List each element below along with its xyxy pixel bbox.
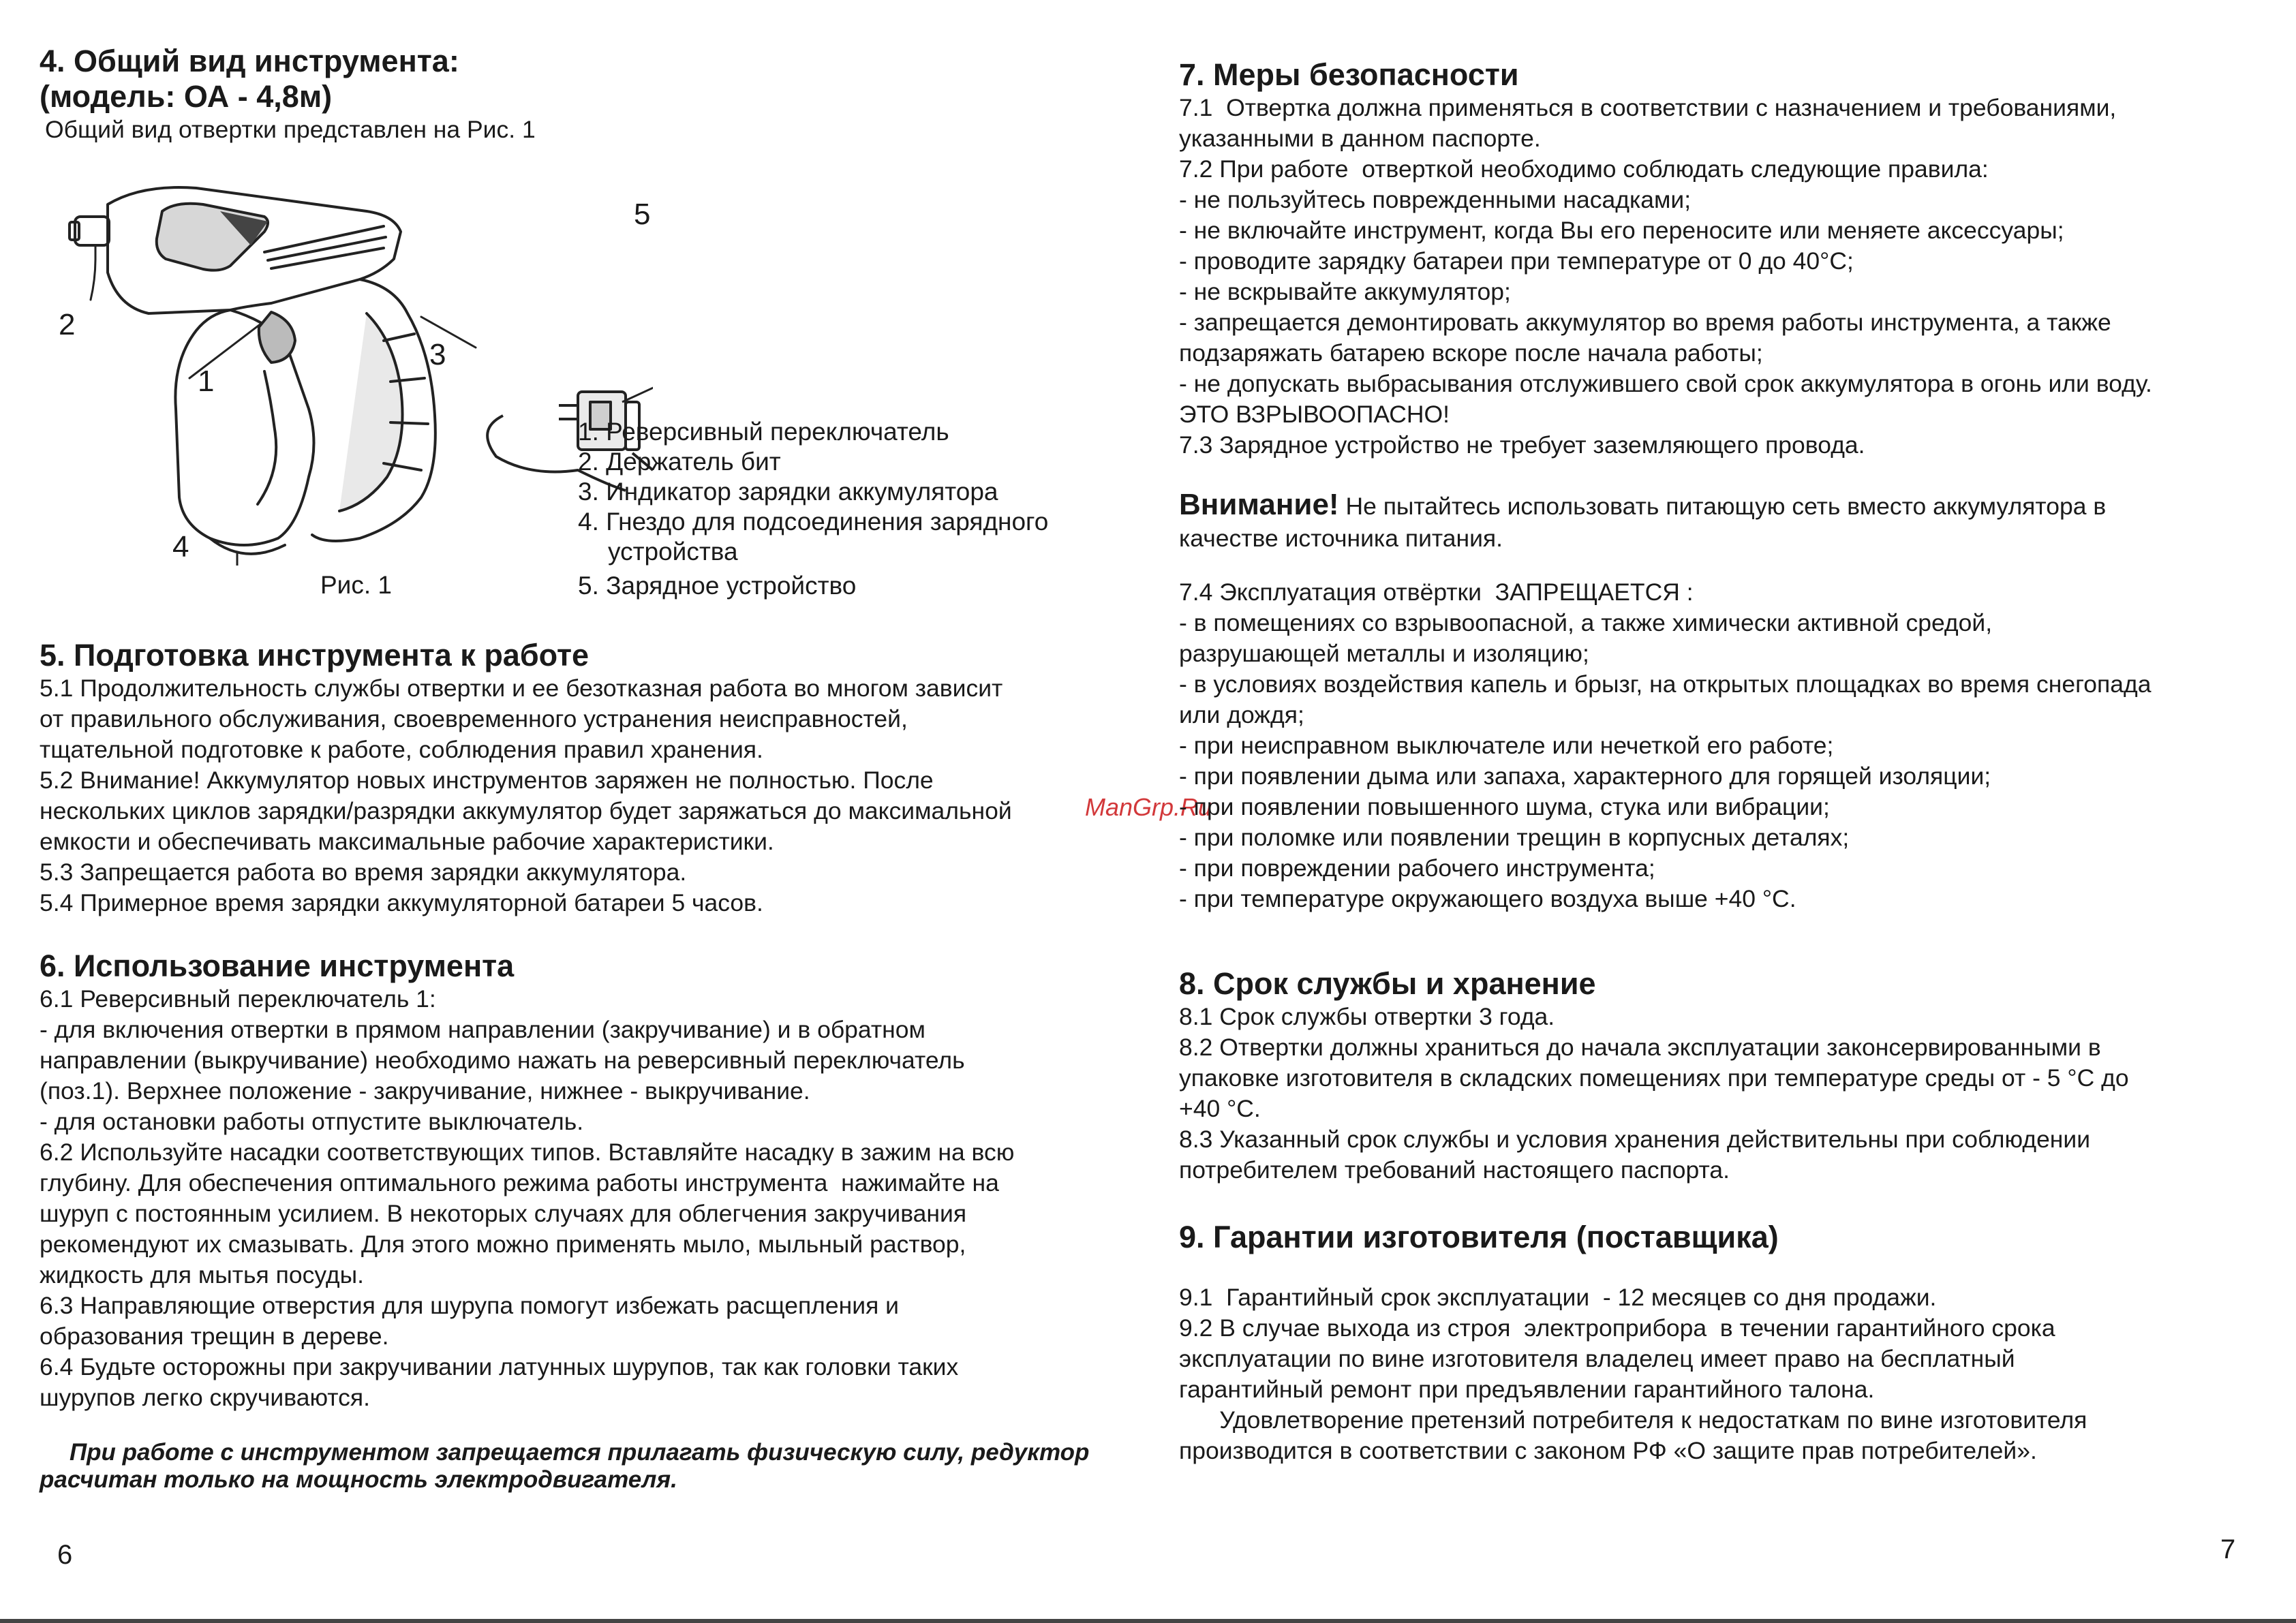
text-line: гарантийный ремонт при предъявлении гарантийного талона. <box>1179 1376 1875 1403</box>
text-line: - не включайте инструмент, когда Вы его переносите или меняете аксессуары; <box>1179 217 2064 244</box>
legend-item: 1. Реверсивный переключатель <box>578 418 949 446</box>
text-line: 6.3 Направляющие отверстия для шурупа помогут избежать расщепления и <box>40 1292 899 1319</box>
tool-head-drawing <box>108 187 401 313</box>
text-line: 6.2 Используйте насадки соответствующих типов. Вставляйте насадку в зажим на всю <box>40 1139 1015 1166</box>
text-line: 8.3 Указанный срок службы и условия хранения действительны при соблюдении <box>1179 1126 2091 1153</box>
text-line: - при температуре окружающего воздуха выше +40 °С. <box>1179 885 1796 912</box>
text-line: - для остановки работы отпустите выключатель. <box>40 1108 584 1135</box>
section-8-title: 8. Срок службы и хранение <box>1179 966 1596 1001</box>
text-line: шуруп с постоянным усилием. В некоторых случаях для облегчения закручивания <box>40 1200 967 1227</box>
legend-item: 3. Индикатор зарядки аккумулятора <box>578 478 998 506</box>
text-line: - в условиях воздействия капель и брызг, на открытых площадках во время снегопада <box>1179 670 2152 698</box>
text-line: 5.3 Запрещается работа во время зарядки аккумулятора. <box>40 859 687 886</box>
text-line: емкости и обеспечивать максимальные рабочие характеристики. <box>40 828 774 855</box>
text-line: - при появлении дыма или запаха, характерного для горящей изоляции; <box>1179 762 1991 790</box>
text-line: 9.1 Гарантийный срок эксплуатации - 12 месяцев со дня продажи. <box>1179 1284 1937 1311</box>
watermark: ManGrp.Ru <box>1085 793 1212 821</box>
section-4-subtitle: Общий вид отвертки представлен на Рис. 1 <box>45 116 536 143</box>
text-line: указанными в данном паспорте. <box>1179 125 1541 152</box>
text-line: (поз.1). Верхнее положение - закручивание, нижнее - выкручивание. <box>40 1077 810 1104</box>
text-line: - в помещениях со взрывоопасной, а также химически активной средой, <box>1179 609 1993 636</box>
text-line: производится в соответствии с законом РФ «О защите прав потребителей». <box>1179 1437 2037 1464</box>
text-line: 9.2 В случае выхода из строя электроприбора в течении гарантийного срока <box>1179 1314 2055 1342</box>
text-line: Удовлетворение претензий потребителя к недостаткам по вине изготовителя <box>1179 1406 2087 1434</box>
section-5-title: 5. Подготовка инструмента к работе <box>40 638 590 673</box>
text-line: - не пользуйтесь поврежденными насадками; <box>1179 186 1692 213</box>
text-line: 7.2 При работе отверткой необходимо соблюдать следующие правила: <box>1179 155 1989 183</box>
text-line: - не допускать выбрасывания отслужившего свой срок аккумулятора в огонь или воду. <box>1179 370 2152 397</box>
text-line: - при повреждении рабочего инструмента; <box>1179 854 1655 882</box>
text-line: упаковке изготовителя в складских помещениях при температуре среды от - 5 °С до <box>1179 1064 2129 1092</box>
text-line: 5.1 Продолжительность службы отвертки и ее безотказная работа во многом зависит <box>40 675 1003 702</box>
text-line: или дождя; <box>1179 701 1304 728</box>
text-line: - запрещается демонтировать аккумулятор во время работы инструмента, а также <box>1179 309 2111 336</box>
text-line: 7.4 Эксплуатация отвёртки ЗАПРЕЩАЕТСЯ : <box>1179 578 1694 606</box>
attention-paragraph <box>1179 488 2246 523</box>
text-line: +40 °С. <box>1179 1095 1261 1122</box>
text-line: разрушающей металлы и изоляцию; <box>1179 640 1589 667</box>
section-4 <box>40 44 1124 145</box>
text-line: шурупов легко скручиваются. <box>40 1384 371 1411</box>
text-line: ЭТО ВЗРЫВООПАСНО! <box>1179 401 1450 428</box>
section-7-title: 7. Меры безопасности <box>1179 57 1519 92</box>
figure-legend <box>578 417 1048 601</box>
page-number-right: 7 <box>2220 1534 2236 1564</box>
text-line: - для включения отвертки в прямом направлении (закручивание) и в обратном <box>40 1016 925 1043</box>
text-line: потребителем требований настоящего паспорта. <box>1179 1156 1730 1184</box>
text-line: 7.3 Зарядное устройство не требует заземляющего провода. <box>1179 431 1865 459</box>
text-line: 6.4 Будьте осторожны при закручивании латунных шурупов, так как головки таких <box>40 1353 959 1380</box>
attention-text: Не пытайтесь использовать питающую сеть вместо аккумулятора в <box>1338 493 2107 520</box>
legend-item: 4. Гнездо для подсоединения зарядного <box>578 508 1049 536</box>
text-line: тщательной подготовке к работе, соблюдения правил хранения. <box>40 736 763 763</box>
page-number-left: 6 <box>57 1540 73 1570</box>
text-line: - при появлении повышенного шума, стука или вибрации; <box>1179 793 1830 820</box>
text-line: рекомендуют их смазывать. Для этого можно применять мыло, мыльный раствор, <box>40 1231 966 1258</box>
legend-item: 2. Держатель бит <box>578 448 781 476</box>
text-line: - проводите зарядку батареи при температуре от 0 до 40°С; <box>1179 247 1854 275</box>
section-4-title-line1: 4. Общий вид инструмента: <box>40 44 459 78</box>
screwdriver-figure <box>40 184 653 566</box>
figure-caption: Рис. 1 <box>320 571 392 599</box>
text-line: эксплуатации по вине изготовителя владелец имеет право на бесплатный <box>1179 1345 2015 1372</box>
text-line: 5.2 Внимание! Аккумулятор новых инструментов заряжен не полностью. После <box>40 767 934 794</box>
section-4-title-line2: (модель: ОА - 4,8м) <box>40 79 333 114</box>
callout-5: 5 <box>634 198 651 231</box>
text-line: - при поломке или появлении трещин в корпусных деталях; <box>1179 824 1850 851</box>
text-line: 5.4 Примерное время зарядки аккумуляторной батареи 5 часов. <box>40 889 763 916</box>
text-line: глубину. Для обеспечения оптимального режима работы инструмента нажимайте на <box>40 1169 999 1196</box>
section-6 <box>40 948 1124 1494</box>
text-line: - не вскрывайте аккумулятор; <box>1179 278 1511 305</box>
text-line: образования трещин в дереве. <box>40 1323 389 1350</box>
text-line: нескольких циклов зарядки/разрядки аккумулятор будет заряжаться до максимальной <box>40 797 1012 824</box>
callout-3: 3 <box>429 338 446 371</box>
section-7 <box>1179 57 2246 914</box>
warning-note-line1: При работе с инструментом запрещается прилагать физическую силу, редуктор <box>70 1439 1090 1466</box>
section-9 <box>1179 1220 2246 1466</box>
text-line: 8.2 Отвертки должны храниться до начала эксплуатации законсервированными в <box>1179 1034 2101 1061</box>
text-line: 8.1 Срок службы отвертки 3 года. <box>1179 1003 1555 1030</box>
section-6-title: 6. Использование инструмента <box>40 948 515 983</box>
callout-2: 2 <box>59 308 76 341</box>
text-line: качестве источника питания. <box>1179 525 1503 552</box>
text-line: направлении (выкручивание) необходимо нажать на реверсивный переключатель <box>40 1047 965 1074</box>
section-9-title: 9. Гарантии изготовителя (поставщика) <box>1179 1220 1779 1254</box>
section-5 <box>40 638 1124 918</box>
reverse-switch-drawing <box>259 312 295 362</box>
text-line: подзаряжать батарею вскоре после начала работы; <box>1179 339 1763 367</box>
legend-item: 5. Зарядное устройство <box>578 572 857 600</box>
callout-4: 4 <box>172 530 189 563</box>
text-line: жидкость для мытья посуды. <box>40 1261 364 1288</box>
page-bottom-border <box>0 1619 2296 1623</box>
text-line: - при неисправном выключателе или нечеткой его работе; <box>1179 732 1834 759</box>
text-line: 6.1 Реверсивный переключатель 1: <box>40 985 436 1013</box>
text-line: 7.1 Отвертка должна применяться в соответствии с назначением и требованиями, <box>1179 94 2117 121</box>
text-line: от правильного обслуживания, своевременного устранения неисправностей, <box>40 705 908 732</box>
section-8 <box>1179 966 2246 1186</box>
callout-1: 1 <box>198 365 215 398</box>
legend-item: устройства <box>608 538 738 566</box>
attention-label: Внимание! <box>1179 488 1339 521</box>
warning-note-line2: расчитан только на мощность электродвигателя. <box>40 1466 677 1493</box>
